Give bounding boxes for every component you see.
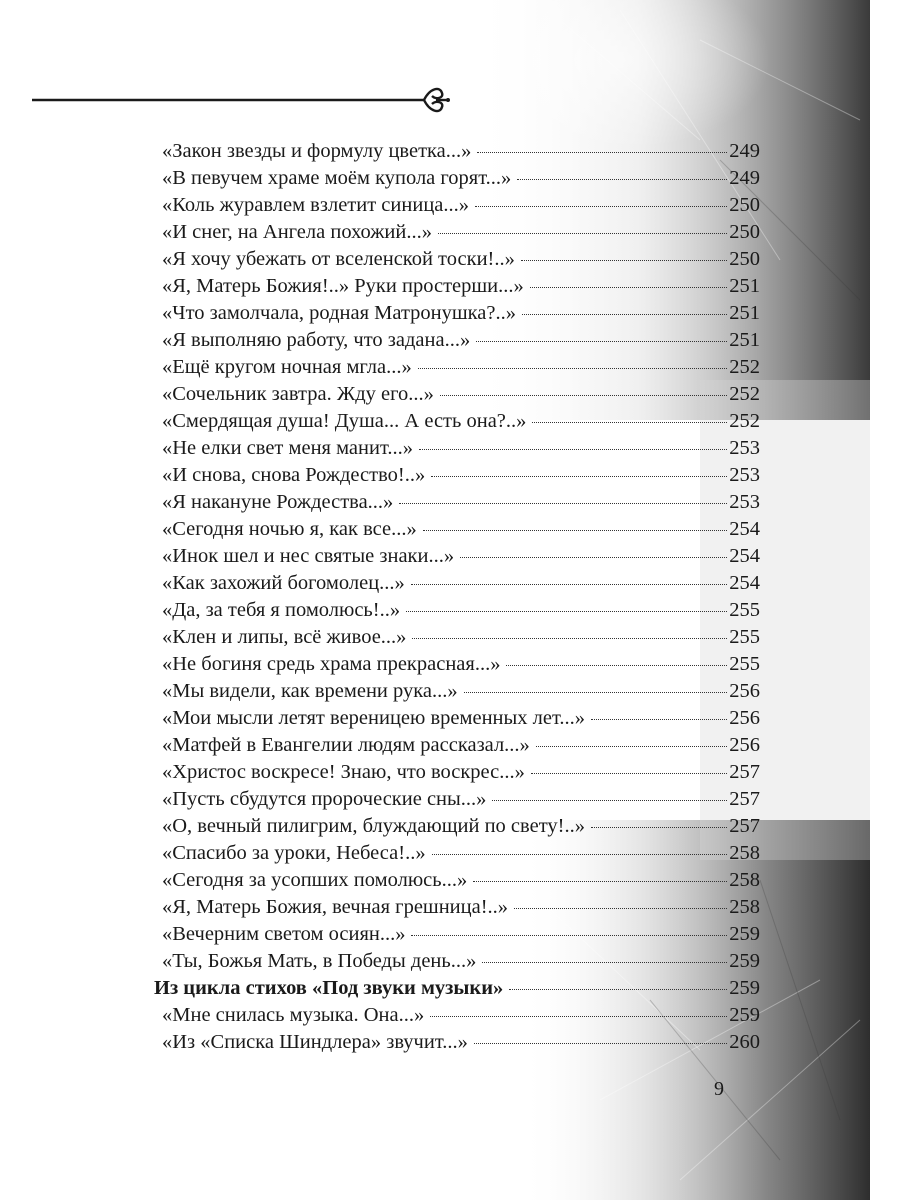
toc-entry[interactable]: [162, 516, 760, 543]
toc-entry-title: «Сочельник завтра. Жду его...»: [162, 383, 434, 405]
toc-entry-title: «Клен и липы, всё живое...»: [162, 626, 407, 648]
dot-leader: [482, 962, 727, 963]
toc-entry-page: 257: [729, 815, 760, 837]
dot-leader: [492, 800, 727, 801]
toc-entry-page: 258: [729, 869, 760, 891]
dot-leader: [432, 854, 728, 855]
toc-entry-page: 259: [729, 923, 760, 945]
toc-section-heading[interactable]: [154, 975, 760, 1002]
toc-entry-page: 257: [729, 761, 760, 783]
flourish-ornament-icon: [32, 84, 452, 120]
toc-entry[interactable]: [162, 678, 760, 705]
dot-leader: [509, 989, 727, 990]
toc-entry[interactable]: [162, 948, 760, 975]
toc-entry-title: «Вечерним светом осиян...»: [162, 923, 406, 945]
dot-leader: [521, 260, 727, 261]
toc-entry[interactable]: [162, 813, 760, 840]
toc-entry-title: «Христос воскресе! Знаю, что воскрес...»: [162, 761, 525, 783]
toc-entry-page: 255: [729, 626, 760, 648]
dot-leader: [438, 233, 727, 234]
dot-leader: [440, 395, 727, 396]
toc-entry-page: 255: [729, 653, 760, 675]
toc-entry-title: «Смердящая душа! Душа... А есть она?..»: [162, 410, 527, 432]
toc-entry-page: 258: [729, 896, 760, 918]
toc-entry-page: 251: [729, 302, 760, 324]
toc-entry-page: 252: [729, 356, 760, 378]
toc-entry-page: 254: [729, 545, 760, 567]
toc-entry-page: 249: [729, 167, 760, 189]
dot-leader: [591, 827, 727, 828]
toc-entry[interactable]: [162, 354, 760, 381]
toc-entry[interactable]: [162, 732, 760, 759]
toc-entry[interactable]: [162, 192, 760, 219]
toc-entry-title: «О, вечный пилигрим, блуждающий по свету!..»: [162, 815, 585, 837]
toc-entry-page: 250: [729, 194, 760, 216]
toc-entry[interactable]: [162, 381, 760, 408]
toc-entry[interactable]: [162, 543, 760, 570]
dot-leader: [430, 1016, 727, 1017]
toc-entry-page: 250: [729, 248, 760, 270]
toc-entry-title: «Я хочу убежать от вселенской тоски!..»: [162, 248, 515, 270]
toc-entry-page: 257: [729, 788, 760, 810]
dot-leader: [532, 422, 727, 423]
dot-leader: [506, 665, 727, 666]
toc-entry-title: «Не богиня средь храма прекрасная...»: [162, 653, 501, 675]
toc-entry[interactable]: [162, 273, 760, 300]
toc-entry[interactable]: [162, 489, 760, 516]
dot-leader: [418, 368, 728, 369]
toc-entry-title: «Из «Списка Шиндлера» звучит...»: [162, 1031, 468, 1053]
toc-entry[interactable]: [162, 867, 760, 894]
page-number: 9: [714, 1078, 724, 1100]
toc-entry-page: 252: [729, 383, 760, 405]
toc-entry-page: 253: [729, 491, 760, 513]
page-edge: [870, 0, 900, 1200]
toc-entry-title: «Инок шел и нес святые знаки...»: [162, 545, 455, 567]
toc-entry-title: «Я, Матерь Божия, вечная грешница!..»: [162, 896, 509, 918]
toc-entry-page: 250: [729, 221, 760, 243]
toc-entry-page: 258: [729, 842, 760, 864]
dot-leader: [522, 314, 727, 315]
toc-entry-title: «Ты, Божья Мать, в Победы день...»: [162, 950, 477, 972]
toc-entry[interactable]: [162, 408, 760, 435]
toc-entry-page: 256: [729, 734, 760, 756]
toc-entry-title: «Пусть сбудутся пророческие сны...»: [162, 788, 487, 810]
toc-entry-title: «Как захожий богомолец...»: [162, 572, 405, 594]
toc-entry[interactable]: [162, 759, 760, 786]
toc-entry[interactable]: [162, 1029, 760, 1056]
dot-leader: [399, 503, 727, 504]
toc-entry[interactable]: [162, 462, 760, 489]
dot-leader: [536, 746, 727, 747]
toc-entry-page: 251: [729, 329, 760, 351]
toc-entry[interactable]: [162, 300, 760, 327]
dot-leader: [517, 179, 727, 180]
toc-entry-title: «Не елки свет меня манит...»: [162, 437, 414, 459]
dot-leader: [473, 881, 727, 882]
toc-entry-title: «Да, за тебя я помолюсь!..»: [162, 599, 401, 621]
toc-entry[interactable]: [162, 624, 760, 651]
toc-entry-page: 253: [729, 437, 760, 459]
toc-entry[interactable]: [162, 219, 760, 246]
toc-entry-page: 254: [729, 572, 760, 594]
toc-entry-title: «Мне снилась музыка. Она...»: [162, 1004, 425, 1026]
toc-entry-title: «В певучем храме моём купола горят...»: [162, 167, 512, 189]
toc-entry-title: «Коль журавлем взлетит синица...»: [162, 194, 470, 216]
dot-leader: [591, 719, 727, 720]
toc-entry-page: 251: [729, 275, 760, 297]
dot-leader: [423, 530, 728, 531]
toc-entry-page: 249: [729, 140, 760, 162]
toc-entry[interactable]: [162, 840, 760, 867]
table-of-contents: [154, 138, 760, 1056]
dot-leader: [476, 341, 727, 342]
toc-entry-title: «Я накануне Рождества...»: [162, 491, 394, 513]
toc-entry[interactable]: [162, 435, 760, 462]
toc-entry[interactable]: [162, 786, 760, 813]
toc-entry-title: «Закон звезды и формулу цветка...»: [162, 140, 472, 162]
toc-entry[interactable]: [162, 597, 760, 624]
toc-entry-title: «И снова, снова Рождество!..»: [162, 464, 426, 486]
toc-entry-page: 260: [729, 1031, 760, 1053]
toc-section-title: Из цикла стихов «Под звуки музыки»: [154, 977, 504, 999]
toc-entry[interactable]: [162, 570, 760, 597]
dot-leader: [411, 584, 727, 585]
toc-entry-title: «Мои мысли летят вереницею временных лет...»: [162, 707, 586, 729]
dot-leader: [475, 206, 727, 207]
toc-entry-title: «Сегодня за усопших помолюсь...»: [162, 869, 468, 891]
dot-leader: [514, 908, 727, 909]
toc-entry-page: 259: [729, 950, 760, 972]
toc-entry-title: «Сегодня ночью я, как все...»: [162, 518, 417, 540]
toc-entry-title: «Ещё кругом ночная мгла...»: [162, 356, 412, 378]
toc-entry[interactable]: [162, 138, 760, 165]
toc-entry[interactable]: [162, 246, 760, 273]
toc-entry[interactable]: [162, 165, 760, 192]
toc-entry-page: 252: [729, 410, 760, 432]
toc-entry-title: «Мы видели, как времени рука...»: [162, 680, 458, 702]
toc-entry[interactable]: [162, 327, 760, 354]
toc-entry-page: 256: [729, 707, 760, 729]
dot-leader: [419, 449, 727, 450]
dot-leader: [477, 152, 727, 153]
toc-entry-title: «Я выполняю работу, что задана...»: [162, 329, 471, 351]
toc-entry[interactable]: [162, 921, 760, 948]
toc-entry[interactable]: [162, 651, 760, 678]
toc-entry[interactable]: [162, 894, 760, 921]
toc-entry-title: «И снег, на Ангела похожий...»: [162, 221, 433, 243]
dot-leader: [530, 287, 727, 288]
toc-entry-page: 253: [729, 464, 760, 486]
toc-entry-page: 256: [729, 680, 760, 702]
toc-section-page: 259: [729, 977, 760, 999]
dot-leader: [431, 476, 727, 477]
dot-leader: [531, 773, 727, 774]
toc-entry-page: 259: [729, 1004, 760, 1026]
toc-entry-title: «Матфей в Евангелии людям рассказал...»: [162, 734, 530, 756]
dot-leader: [406, 611, 727, 612]
dot-leader: [474, 1043, 727, 1044]
toc-entry-page: 254: [729, 518, 760, 540]
toc-entry-title: «Я, Матерь Божия!..» Руки простерши...»: [162, 275, 524, 297]
dot-leader: [464, 692, 728, 693]
dot-leader: [412, 638, 727, 639]
toc-entry[interactable]: [162, 705, 760, 732]
toc-entry-page: 255: [729, 599, 760, 621]
toc-entry-title: «Что замолчала, родная Матронушка?..»: [162, 302, 517, 324]
dot-leader: [460, 557, 727, 558]
toc-entry-title: «Спасибо за уроки, Небеса!..»: [162, 842, 426, 864]
dot-leader: [411, 935, 727, 936]
toc-entry[interactable]: [162, 1002, 760, 1029]
